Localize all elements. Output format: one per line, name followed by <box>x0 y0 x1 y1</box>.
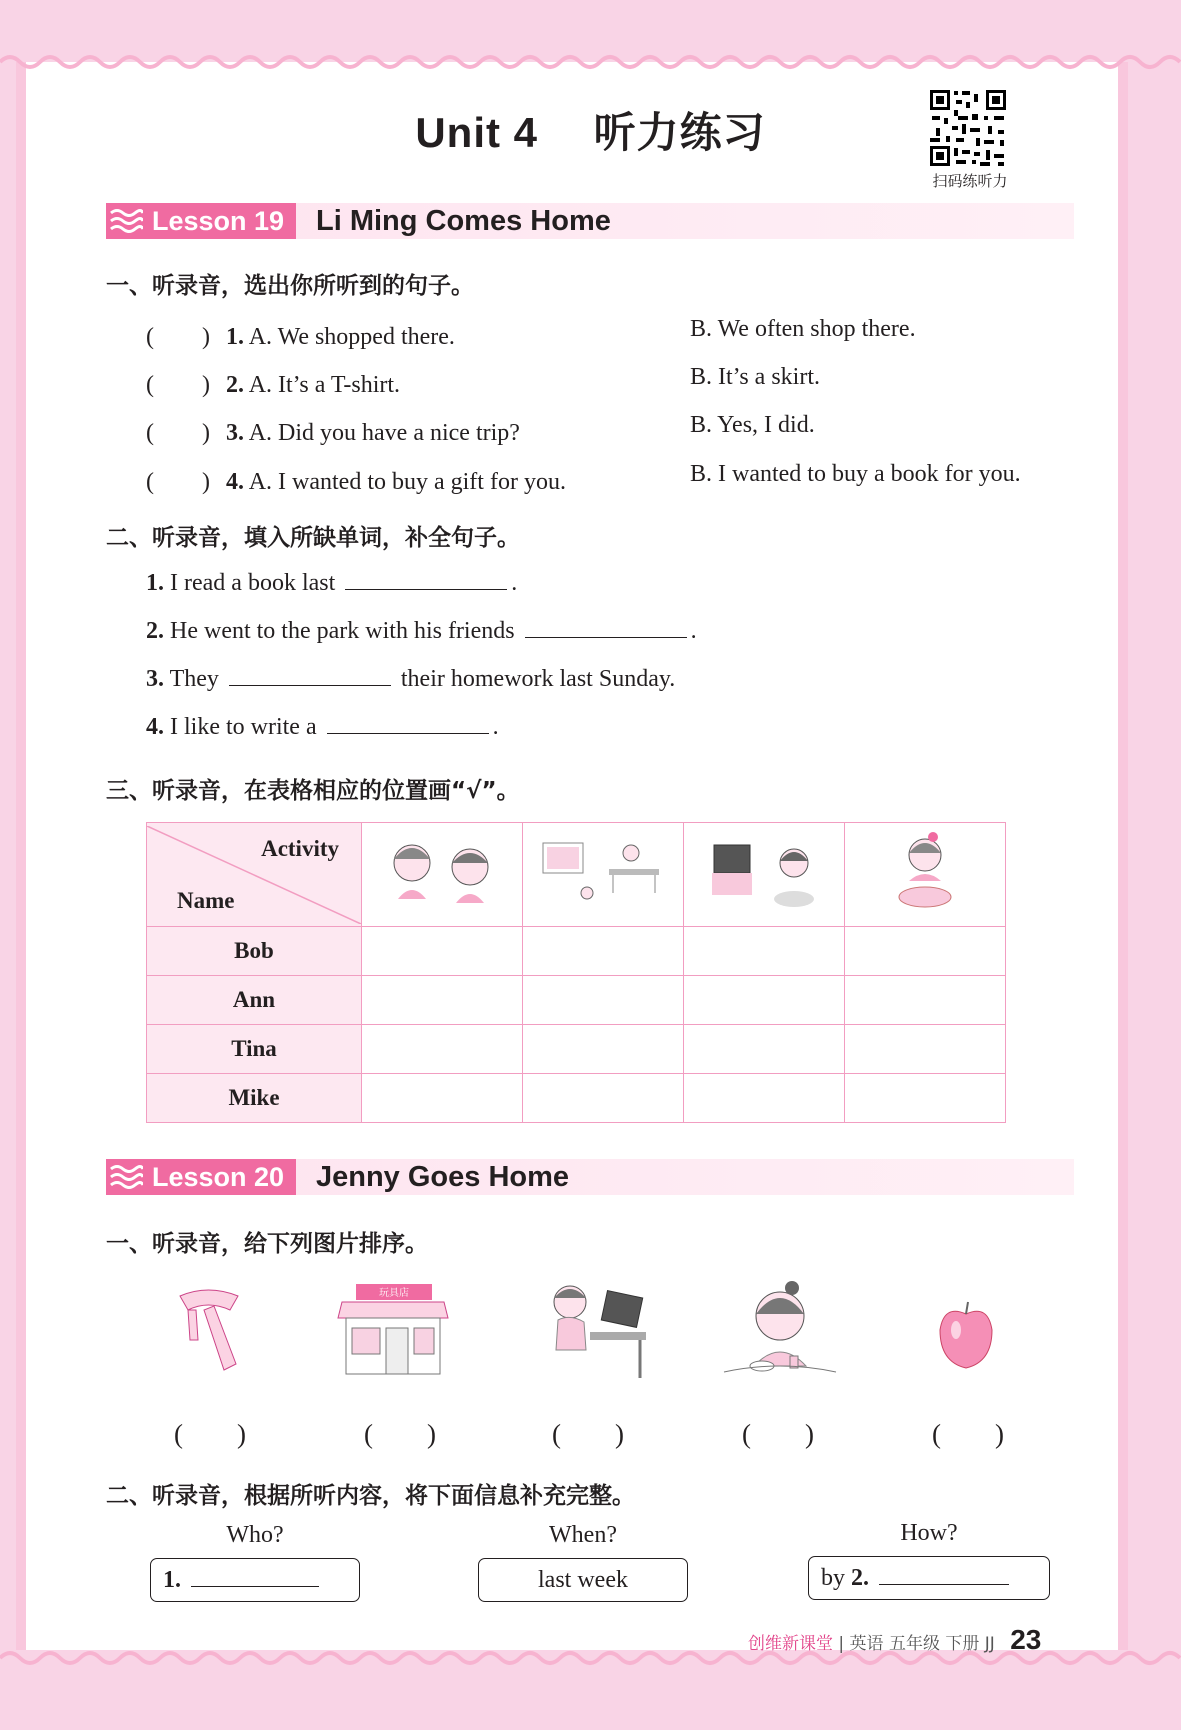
tick-cell[interactable] <box>684 976 845 1025</box>
wave-icon <box>109 1163 143 1191</box>
lesson19-badge <box>106 203 296 239</box>
l19-part1-heading: 一、听录音，选出你所听到的句子。 <box>106 273 474 299</box>
activity-pic-room <box>523 823 684 927</box>
tick-cell[interactable] <box>362 1025 523 1074</box>
wave-icon <box>109 207 143 235</box>
tick-cell[interactable] <box>684 927 845 976</box>
tick-cell[interactable] <box>845 1025 1006 1074</box>
scarf-picture <box>168 1280 258 1380</box>
by-label: by <box>821 1565 845 1591</box>
option-a: A. I wanted to buy a gift for you. <box>248 469 566 495</box>
table-corner <box>147 823 362 927</box>
answer-bracket[interactable]: ( ) <box>146 420 210 446</box>
tick-cell[interactable] <box>684 1074 845 1123</box>
item-number: 3. <box>146 666 164 692</box>
item-number: 4. <box>146 714 164 740</box>
activity-pic-cooking <box>845 823 1006 927</box>
how-label: How? <box>900 1520 958 1546</box>
item-number: 1. <box>163 1567 181 1593</box>
when-box: last week <box>478 1558 688 1602</box>
name-label: Name <box>177 887 235 913</box>
option-b: B. It’s a skirt. <box>690 364 820 390</box>
l19-part2-heading: 二、听录音，填入所缺单词，补全句子。 <box>106 525 520 551</box>
option-a: A. It’s a T-shirt. <box>248 372 401 398</box>
lesson20-header <box>106 1159 1074 1195</box>
answer-blank[interactable] <box>525 636 687 638</box>
item-number: 4. <box>226 469 244 495</box>
lesson20-title: Jenny Goes Home <box>316 1161 570 1193</box>
l20-part1-heading: 一、听录音，给下列图片排序。 <box>106 1231 428 1257</box>
option-a: A. We shopped there. <box>248 324 455 350</box>
activity-pic-tv <box>684 823 845 927</box>
qr-code[interactable] <box>928 88 1008 168</box>
answer-blank[interactable] <box>229 684 391 686</box>
lesson20-badge-label: Lesson 20 <box>152 1162 285 1192</box>
tick-cell[interactable] <box>523 976 684 1025</box>
fill-row <box>146 666 675 693</box>
l20-part2-heading: 二、听录音，根据所听内容，将下面信息补充完整。 <box>106 1483 635 1509</box>
footer-subject: 英语 <box>849 1634 884 1654</box>
footer-edition: JJ <box>984 1634 995 1654</box>
sentence-start: I like to write a <box>170 714 317 740</box>
fill-row <box>146 714 499 741</box>
boy-computer-picture <box>540 1278 650 1382</box>
top-wave-border <box>0 52 1181 72</box>
choice-row <box>146 364 400 399</box>
tick-cell[interactable] <box>845 1074 1006 1123</box>
option-b: B. Yes, I did. <box>690 412 815 438</box>
order-bracket[interactable]: ( ) <box>174 1419 246 1449</box>
who-box[interactable] <box>150 1558 360 1602</box>
choice-row <box>146 316 455 351</box>
item-number: 1. <box>146 570 164 596</box>
sentence-start: They <box>169 666 219 692</box>
tick-cell[interactable] <box>523 1025 684 1074</box>
option-a: A. Did you have a nice trip? <box>248 420 520 446</box>
footer-brand: 创维新课堂 <box>748 1634 833 1654</box>
order-bracket[interactable]: ( ) <box>742 1419 814 1449</box>
name-cell: Tina <box>147 1025 362 1074</box>
order-bracket[interactable]: ( ) <box>364 1419 436 1449</box>
name-cell: Bob <box>147 927 362 976</box>
name-cell: Ann <box>147 976 362 1025</box>
sentence-end: . <box>492 714 499 740</box>
footer-grade: 五年级 <box>888 1634 940 1654</box>
sentence-end: their homework last Sunday. <box>400 666 676 692</box>
choice-row <box>146 461 566 496</box>
tick-cell[interactable] <box>523 1074 684 1123</box>
footer-volume: 下册 <box>945 1634 980 1654</box>
activity-label: Activity <box>261 835 339 861</box>
tick-cell[interactable] <box>362 976 523 1025</box>
order-bracket[interactable]: ( ) <box>552 1419 624 1449</box>
tick-cell[interactable] <box>845 927 1006 976</box>
option-b: B. I wanted to buy a book for you. <box>690 461 1021 487</box>
page-title: Unit 4 听力练习 <box>415 109 766 156</box>
answer-blank[interactable] <box>879 1583 1009 1585</box>
tick-cell[interactable] <box>362 1074 523 1123</box>
fill-row <box>146 618 697 645</box>
answer-bracket[interactable]: ( ) <box>146 469 210 495</box>
answer-blank[interactable] <box>345 588 507 590</box>
answer-blank[interactable] <box>191 1585 319 1587</box>
sentence-end: . <box>511 570 518 596</box>
option-b: B. We often shop there. <box>690 316 916 342</box>
answer-bracket[interactable]: ( ) <box>146 372 210 398</box>
l19-part3-heading: 三、听录音，在表格相应的位置画“√”。 <box>106 778 520 804</box>
item-number: 3. <box>226 420 244 446</box>
item-number: 2. <box>851 1565 869 1591</box>
how-box[interactable] <box>808 1556 1050 1600</box>
choice-row <box>146 412 520 447</box>
activity-pic-talking <box>362 823 523 927</box>
tick-cell[interactable] <box>845 976 1006 1025</box>
page-number: 23 <box>1010 1624 1042 1655</box>
lesson20-badge <box>106 1159 296 1195</box>
sentence-start: He went to the park with his friends <box>170 618 515 644</box>
item-number: 2. <box>226 372 244 398</box>
tick-cell[interactable] <box>523 927 684 976</box>
qr-caption: 扫码练听力 <box>932 174 1008 190</box>
answer-bracket[interactable]: ( ) <box>146 324 210 350</box>
order-bracket[interactable]: ( ) <box>932 1419 1004 1449</box>
girl-eating-picture <box>720 1276 840 1382</box>
when-label: When? <box>549 1522 617 1548</box>
toy-shop-sign: 玩具店 <box>379 1288 409 1299</box>
sentence-start: I read a book last <box>170 570 336 596</box>
apple-picture <box>934 1300 998 1372</box>
lesson19-badge-label: Lesson 19 <box>152 206 285 236</box>
tick-cell[interactable] <box>362 927 523 976</box>
who-label: Who? <box>226 1522 284 1548</box>
sentence-end: . <box>690 618 697 644</box>
item-number: 2. <box>146 618 164 644</box>
fill-row <box>146 570 517 597</box>
lesson19-header <box>106 203 1074 239</box>
item-number: 1. <box>226 324 244 350</box>
name-cell: Mike <box>147 1074 362 1123</box>
tick-cell[interactable] <box>684 1025 845 1074</box>
activity-table <box>146 822 1006 1123</box>
lesson19-title: Li Ming Comes Home <box>316 205 611 237</box>
page-footer: 创维新课堂 | 英语 五年级 下册 JJ 23 <box>748 1624 1042 1655</box>
answer-blank[interactable] <box>327 732 489 734</box>
